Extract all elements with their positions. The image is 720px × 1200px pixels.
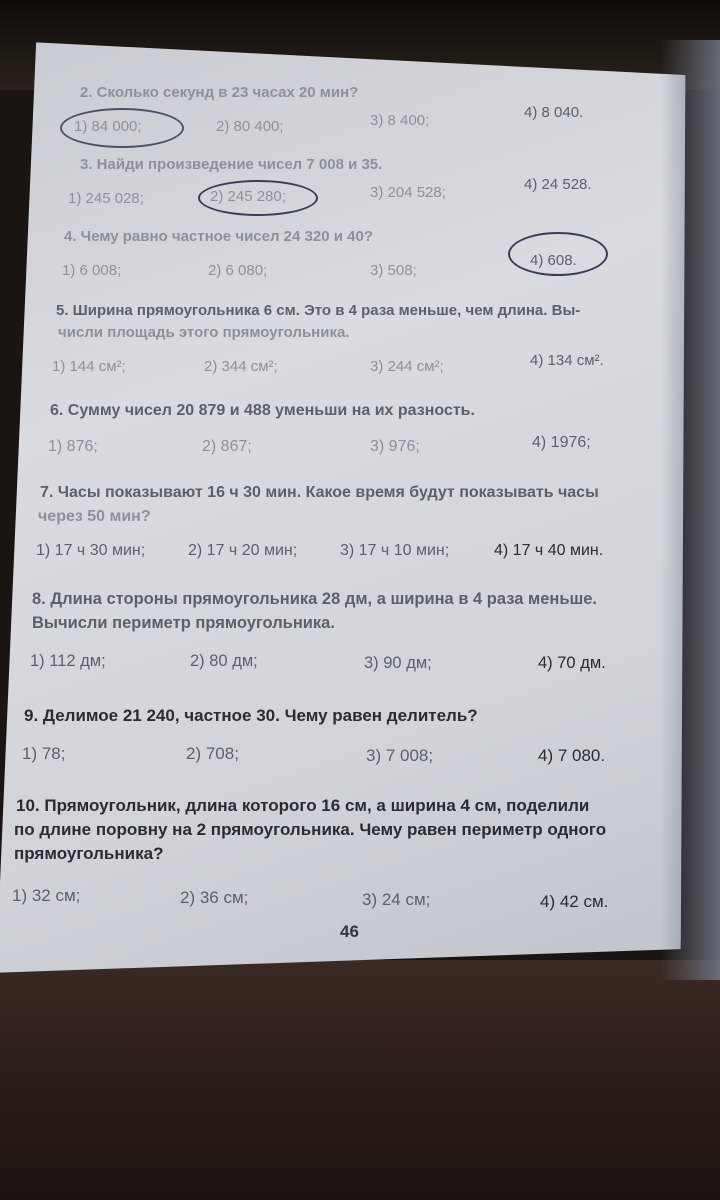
task-4-option-1: 1) 6 008; [62,262,122,279]
task-5-option-3: 3) 244 см²; [370,358,444,375]
task-9-option-1: 1) 78; [22,744,66,763]
task-8-option-2: 2) 80 дм; [190,652,258,670]
task-10-option-4: 4) 42 см. [540,892,609,911]
page-number: 46 [340,922,359,941]
task-9-option-4: 4) 7 080. [538,746,606,765]
task-10-option-2: 2) 36 см; [180,888,249,907]
task-7-option-4: 4) 17 ч 40 мин. [494,542,604,559]
task-2-option-3: 3) 8 400; [370,112,430,129]
task-7-option-3: 3) 17 ч 10 мин; [340,542,450,559]
answer-circle-task-2 [60,108,184,148]
answer-circle-task-4 [508,232,608,276]
task-6-option-4: 4) 1976; [532,434,591,451]
task-2-option-1: 1) 84 000; [74,118,142,135]
task-4-question: 4. Чему равно частное чисел 24 320 и 40? [64,228,373,245]
task-5-question-line-1: 5. Ширина прямоугольника 6 см. Это в 4 раза меньше, чем длина. Вы- [56,302,581,319]
task-6-question: 6. Сумму чисел 20 879 и 488 уменьши на их разность. [50,402,475,419]
task-8-option-1: 1) 112 дм; [30,652,106,670]
task-10-question-line-1: 10. Прямоугольник, длина которого 16 см, а ширина 4 см, поделили [16,796,590,815]
task-2-question: 2. Сколько секунд в 23 часах 20 мин? [80,84,359,101]
task-8-option-3: 3) 90 дм; [364,654,432,672]
task-8-option-4: 4) 70 дм. [538,654,606,672]
task-3-option-2: 2) 245 280; [210,188,286,205]
task-3-option-4: 4) 24 528. [524,176,592,193]
task-10-option-3: 3) 24 см; [362,890,431,909]
task-3-question: 3. Найди произведение чисел 7 008 и 35. [80,156,383,173]
task-10-question-line-3: прямоугольника? [14,844,164,863]
task-6-option-1: 1) 876; [48,438,98,455]
task-10-question-line-2: по длине поровну на 2 прямоугольника. Чему равен периметр одного [14,820,607,839]
task-9-option-2: 2) 708; [186,744,239,763]
task-4-option-3: 3) 508; [370,262,417,279]
task-3-option-3: 3) 204 528; [370,184,446,201]
task-5-option-4: 4) 134 см². [530,352,604,369]
task-7-question-line-1: 7. Часы показывают 16 ч 30 мин. Какое время будут показывать часы [40,484,599,501]
task-2-option-4: 4) 8 040. [524,104,584,121]
task-4-option-2: 2) 6 080; [208,262,268,279]
task-9-question: 9. Делимое 21 240, частное 30. Чему равен делитель? [24,706,478,725]
task-8-question-line-1: 8. Длина стороны прямоугольника 28 дм, а ширина в 4 раза меньше. [32,590,598,608]
task-7-option-1: 1) 17 ч 30 мин; [36,542,146,559]
task-10-option-1: 1) 32 см; [12,886,81,905]
task-3-option-1: 1) 245 028; [68,190,144,207]
task-2-option-2: 2) 80 400; [216,118,284,135]
task-5-option-1: 1) 144 см²; [52,358,126,375]
task-9-option-3: 3) 7 008; [366,746,434,765]
answer-circle-task-3 [198,180,318,216]
task-7-question-line-2: через 50 мин? [38,508,151,525]
task-6-option-2: 2) 867; [202,438,252,455]
task-6-option-3: 3) 976; [370,438,420,455]
task-5-question-line-2: числи площадь этого прямоугольника. [58,324,350,341]
task-4-option-4: 4) 608. [530,252,577,269]
task-5-option-2: 2) 344 см²; [204,358,278,375]
task-7-option-2: 2) 17 ч 20 мин; [188,542,298,559]
task-8-question-line-2: Вычисли периметр прямоугольника. [32,614,335,632]
